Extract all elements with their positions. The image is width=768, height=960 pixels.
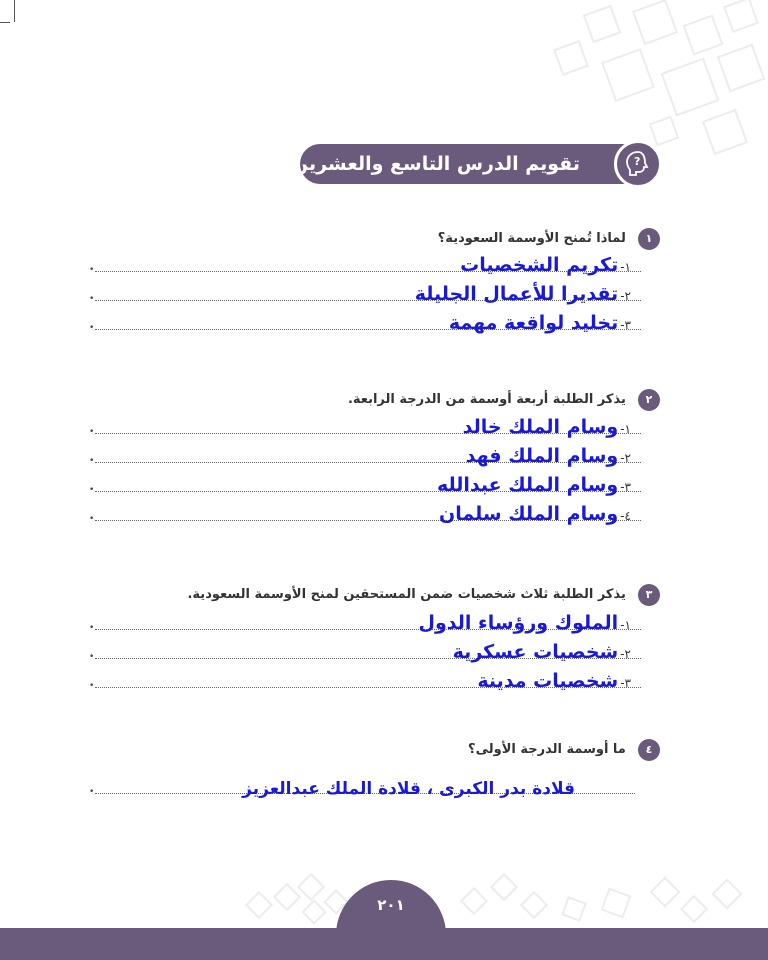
answer-text: وسام الملك خالد	[462, 416, 619, 438]
answer-text: تقديرا للأعمال الجليلة	[414, 283, 619, 305]
question-number-badge: ٢	[638, 389, 660, 411]
question-number-badge: ٤	[638, 739, 660, 761]
answer-line[interactable]: • ٢-تقديرا للأعمال الجليلة	[95, 281, 641, 307]
answer-number: ١-	[620, 422, 631, 436]
answer-line[interactable]: • قلادة بدر الكبرى ، قلادة الملك عبدالعزيز	[95, 770, 635, 800]
question-number-badge: ٣	[638, 584, 660, 606]
answer-text: شخصيات مدينة	[477, 670, 619, 692]
answer-number: ١-	[620, 260, 631, 274]
answer-line[interactable]: • ٤-وسام الملك سلمان	[95, 501, 641, 527]
answer-text: وسام الملك فهد	[465, 445, 619, 467]
question-text: يذكر الطلبة أربعة أوسمة من الدرجة الرابعة.	[347, 392, 626, 407]
answer-number: ٣-	[620, 676, 631, 690]
crop-mark	[14, 0, 15, 22]
answer-line[interactable]: • ١-تكريم الشخصيات	[95, 252, 641, 278]
svg-text:?: ?	[634, 155, 641, 168]
answer-text: وسام الملك عبدالله	[436, 474, 619, 496]
crop-mark	[0, 22, 10, 23]
answer-line[interactable]: • ٣-تخليد لواقعة مهمة	[95, 310, 641, 336]
answer-text: تكريم الشخصيات	[460, 254, 619, 276]
question-text: لماذا تُمنح الأوسمة السعودية؟	[437, 231, 626, 246]
answer-number: ٢-	[620, 451, 631, 465]
answer-line[interactable]: • ١-وسام الملك خالد	[95, 414, 641, 440]
question-2	[348, 387, 660, 413]
answer-number: ٢-	[620, 647, 631, 661]
question-text: يذكر الطلبة ثلاث شخصيات ضمن المستحقين لمنح الأوسمة السعودية.	[187, 587, 626, 602]
answer-number: ٢-	[620, 289, 631, 303]
answer-number: ٣-	[620, 318, 631, 332]
answer-text: وسام الملك سلمان	[439, 503, 619, 525]
answer-text: شخصيات عسكرية	[452, 641, 619, 663]
answer-text: تخليد لواقعة مهمة	[448, 312, 619, 334]
question-4	[468, 737, 660, 763]
answer-number: ٣-	[620, 480, 631, 494]
answer-number: ٤-	[620, 509, 631, 523]
question-number-badge: ١	[638, 228, 660, 250]
page-number-tab	[336, 880, 446, 940]
decorative-pattern	[240, 870, 350, 926]
decorative-pattern	[455, 870, 755, 926]
answer-line[interactable]: • ٢-وسام الملك فهد	[95, 443, 641, 469]
page-title: تقويم الدرس التاسع والعشرين	[291, 153, 580, 175]
question-head-icon	[614, 140, 662, 188]
answer-line[interactable]: • ١-الملوك ورؤساء الدول	[95, 610, 641, 636]
answer-line[interactable]: • ٢-شخصيات عسكرية	[95, 639, 641, 665]
question-1	[438, 226, 660, 252]
answer-text: الملوك ورؤساء الدول	[418, 612, 619, 634]
question-text: ما أوسمة الدرجة الأولى؟	[468, 742, 626, 757]
answer-number: ١-	[620, 618, 631, 632]
answer-text: قلادة بدر الكبرى ، قلادة الملك عبدالعزيز	[242, 779, 575, 799]
answer-line[interactable]: • ٣-شخصيات مدينة	[95, 668, 641, 694]
question-3	[187, 582, 660, 608]
answer-line[interactable]: • ٣-وسام الملك عبدالله	[95, 472, 641, 498]
lesson-evaluation-banner	[291, 144, 660, 184]
page-number: ٢٠١	[377, 896, 405, 914]
